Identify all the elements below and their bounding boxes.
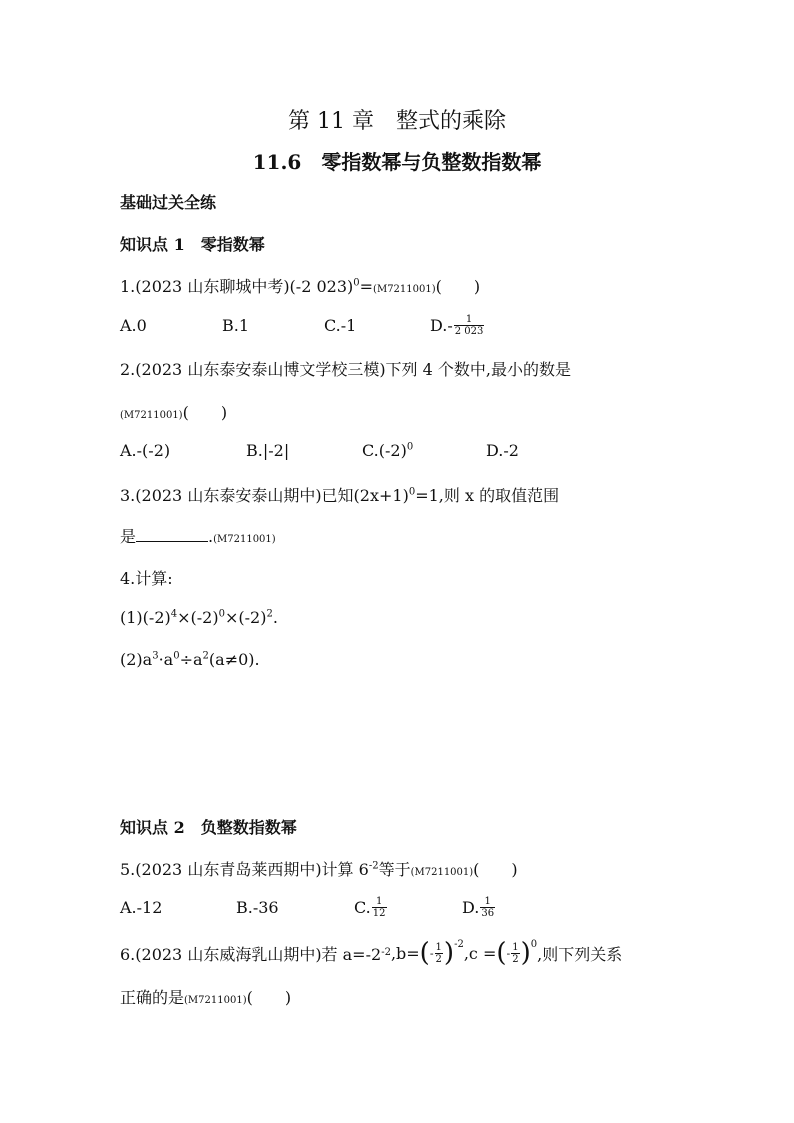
q3-answer-blank[interactable]	[136, 527, 208, 542]
q2-option-d: D.-2	[486, 441, 519, 460]
fraction-numerator: 1	[512, 941, 519, 953]
question-5	[120, 857, 518, 880]
q1-option-b: B.1	[222, 316, 250, 335]
fraction-numerator: 1	[465, 314, 473, 325]
q4-p2-base-3: ÷a	[179, 650, 203, 669]
q5-text: 5.(2023 山东青岛莱西期中)计算 6	[120, 860, 369, 879]
q3-text: 3.(2023 山东泰安泰山期中)已知(2x+1)	[120, 486, 409, 505]
q6-code: (M7211001)	[184, 995, 247, 1006]
q6-answer-paren: ( )	[246, 988, 292, 1007]
q2-option-a: A.-(-2)	[120, 441, 171, 460]
q5-code: (M7211001)	[410, 867, 474, 878]
q3-text-shi: 是	[120, 527, 137, 546]
q5-option-c-fraction	[372, 896, 387, 919]
q6-b-minus: -	[429, 946, 434, 960]
q1-answer-paren: ( )	[435, 277, 481, 296]
q5-options	[0, 896, 794, 924]
q5-option-a: A.-12	[120, 898, 163, 917]
q2-code: (M7211001)	[120, 410, 183, 421]
question-1	[120, 274, 480, 297]
q6-b-close-paren: )	[443, 938, 455, 968]
fraction-denominator: 2	[435, 953, 442, 965]
q4-p1-base-1: (1)(-2)	[120, 608, 171, 627]
q1-option-a: A.0	[120, 316, 147, 335]
section-title: 11.6 零指数幂与负整数指数幂	[252, 150, 542, 174]
q2-option-c	[362, 441, 413, 460]
q4-p2-exp-1: 3	[152, 650, 159, 662]
q6-c-label: ,c =	[463, 943, 497, 963]
q5-exponent: -2	[368, 860, 379, 872]
q4-p2-tail: (a≠0).	[208, 650, 260, 669]
question-2-line2	[120, 400, 227, 423]
q2-options	[0, 441, 794, 465]
q4-p2-exp-3: 2	[202, 650, 209, 662]
q4-p2-base-2: ·a	[158, 650, 174, 669]
q5-text-cont: 等于	[378, 860, 411, 879]
q2-option-b: B.|-2|	[246, 441, 290, 460]
q4-p1-exp-2: 0	[218, 608, 225, 620]
q4-p1-exp-3: 2	[266, 608, 273, 620]
chapter-title: 第 11 章 整式的乘除	[288, 109, 506, 134]
q6-b-open-paren: (	[419, 938, 430, 968]
q5-option-d-prefix: D.	[462, 898, 480, 917]
q1-option-d-prefix: D.-	[430, 316, 453, 335]
fraction-numerator: 1	[484, 896, 491, 907]
q5-option-c-prefix: C.	[354, 898, 371, 917]
q4-p1-base-3: ×(-2)	[224, 608, 267, 627]
q3-code: (M7211001)	[213, 534, 276, 545]
q6-b-label: ,b=	[390, 943, 420, 963]
q6-c-open-paren: (	[496, 938, 507, 968]
q4-p2-exp-2: 0	[173, 650, 180, 662]
question-3	[120, 483, 559, 506]
fraction-numerator: 1	[435, 941, 442, 953]
q1-code: (M7211001)	[373, 284, 436, 295]
question-4-part-2	[120, 650, 260, 669]
q5-option-d	[462, 896, 496, 919]
q6-c-fraction	[511, 942, 519, 965]
question-6-line2	[120, 985, 291, 1008]
q1-exponent: 0	[353, 277, 360, 289]
q1-equals: =	[359, 277, 374, 296]
knowledge-point-1-heading: 知识点 1 零指数幂	[120, 235, 265, 254]
fraction-numerator: 1	[375, 896, 383, 907]
q5-option-c	[354, 896, 388, 919]
q6-text-cont: ,则下列关系	[537, 944, 623, 964]
q6-line2-text: 正确的是	[120, 988, 185, 1007]
knowledge-point-2-heading: 知识点 2 负整数指数幂	[120, 818, 297, 837]
q6-text: 6.(2023 山东威海乳山期中)若 a=-2	[120, 944, 382, 964]
question-6: 6.(2023 山东威海乳山期中)若 a=-2 -2 ,b= ( - $\frac{1}{2}$ ) $^{-2}$ ,c = ( - $\frac{1}{2}$ ) $^0$ ,则下列关系	[120, 938, 623, 968]
q4-p1-exp-1: 4	[170, 608, 178, 620]
question-4-part-1	[120, 608, 278, 627]
q1-option-c: C.-1	[324, 316, 357, 335]
q2-option-c-exponent: 0	[406, 441, 414, 453]
fraction-denominator: 2 023	[454, 326, 484, 337]
q1-options	[0, 314, 794, 342]
fraction-denominator: 12	[372, 908, 386, 919]
q4-p1-period: .	[272, 608, 278, 627]
q2-answer-paren: ( )	[182, 403, 228, 422]
q3-text-cont: =1,则 x 的取值范围	[415, 486, 560, 505]
fraction-denominator: 36	[481, 908, 495, 919]
q1-option-d	[430, 314, 485, 337]
q5-answer-paren: ( )	[473, 860, 518, 879]
q5-option-d-fraction	[480, 896, 495, 919]
q4-p1-base-2: ×(-2)	[177, 608, 219, 627]
q6-c-close-paren: )	[520, 938, 531, 968]
q1-option-d-fraction	[454, 314, 485, 337]
q3-period: .	[208, 527, 214, 546]
q6-b-fraction	[435, 942, 443, 965]
q3-exponent: 0	[408, 486, 416, 498]
question-3-line2	[120, 524, 276, 547]
q2-option-c-text: C.(-2)	[362, 441, 407, 460]
q5-option-b: B.-36	[236, 898, 279, 917]
q1-text: 1.(2023 山东聊城中考)(-2 023)	[120, 277, 354, 296]
q6-c-minus: -	[506, 946, 511, 960]
fraction-denominator: 2	[512, 953, 519, 965]
practice-heading: 基础过关全练	[120, 193, 217, 212]
question-2: 2.(2023 山东泰安泰山博文学校三模)下列 4 个数中,最小的数是	[120, 360, 571, 379]
question-4: 4.计算:	[120, 569, 173, 588]
q4-p2-base-1: (2)a	[120, 650, 153, 669]
